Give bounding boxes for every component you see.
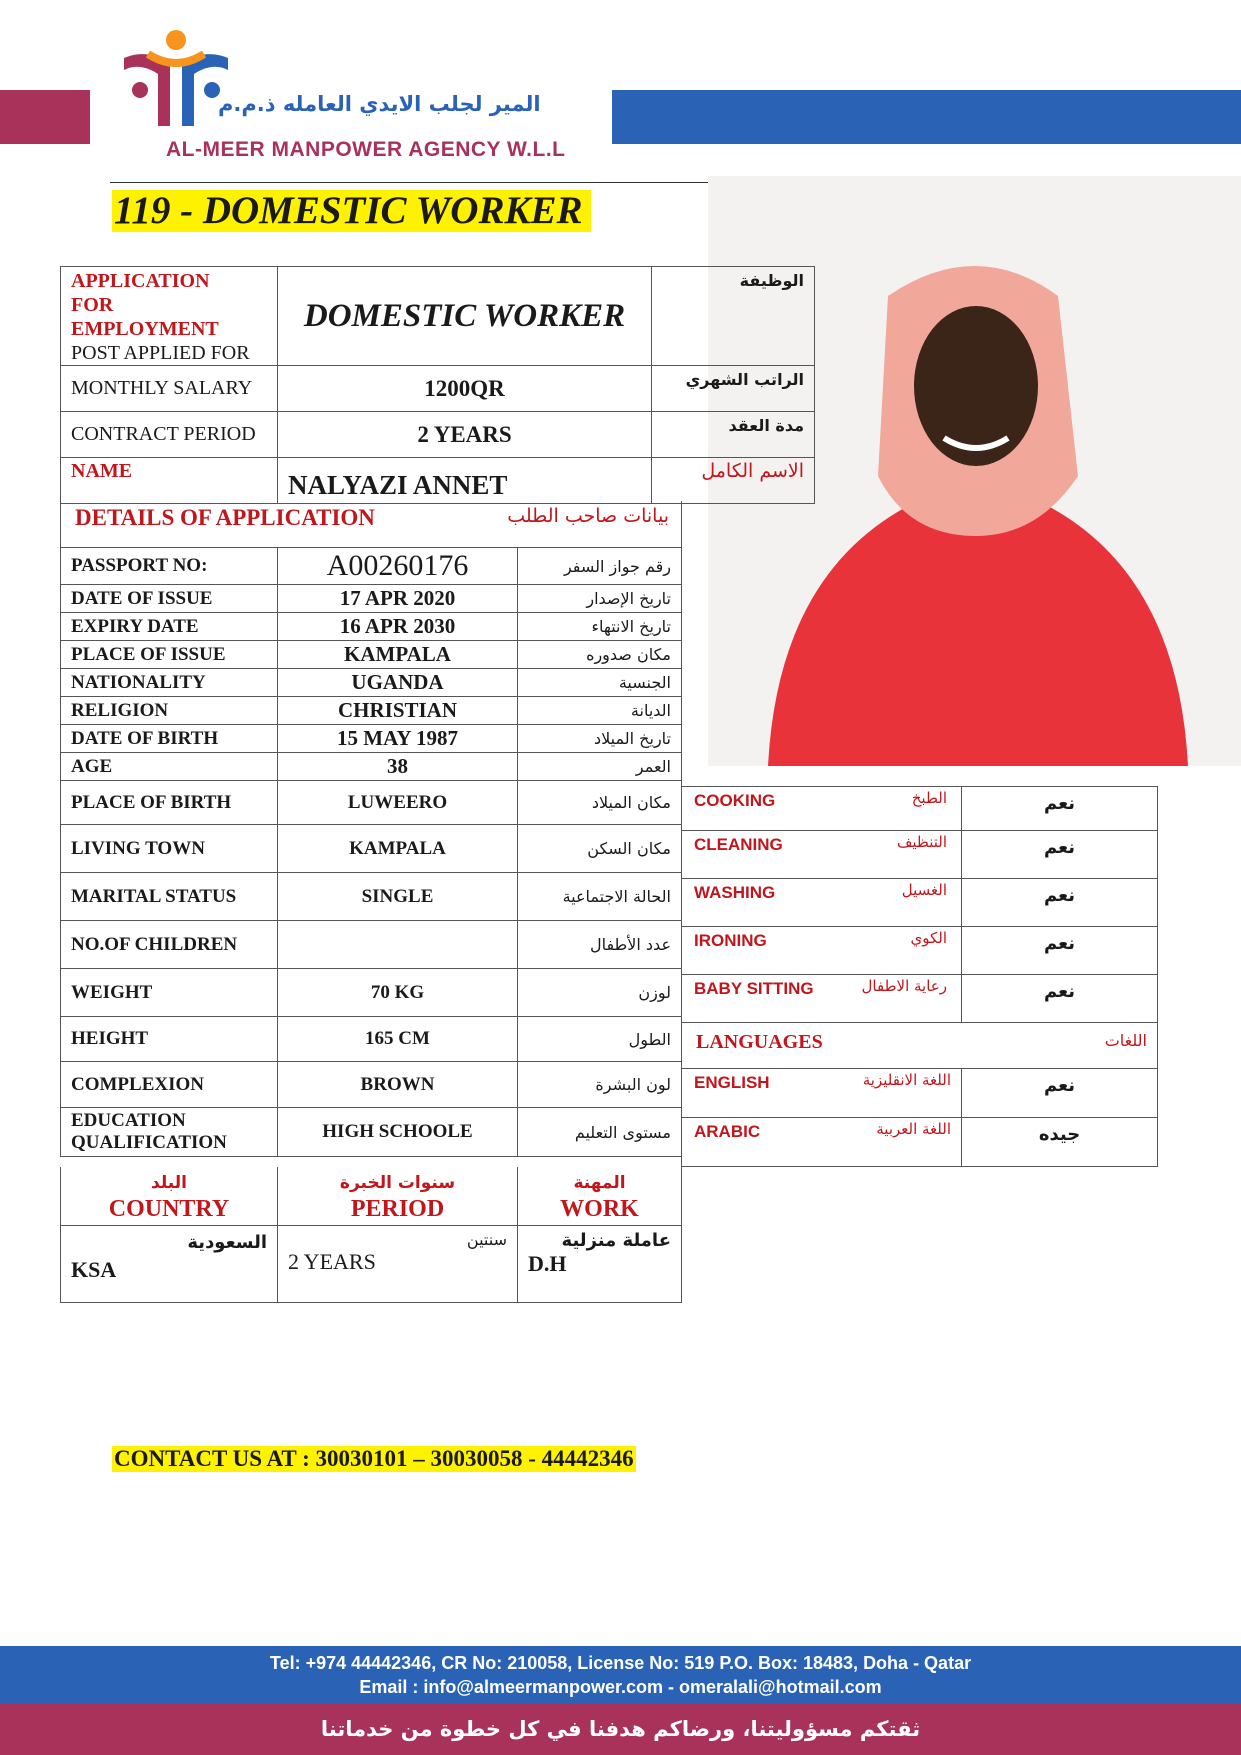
skill-value: نعم bbox=[962, 975, 1158, 1023]
details-label: DATE OF BIRTH bbox=[61, 725, 278, 753]
details-value: KAMPALA bbox=[278, 825, 518, 873]
skill-ar: رعاية الاطفال bbox=[861, 977, 947, 995]
details-ar: مكان الميلاد bbox=[518, 781, 682, 825]
details-label: AGE bbox=[61, 753, 278, 781]
post-value: DOMESTIC WORKER bbox=[278, 267, 652, 366]
exp-period-ar: سنوات الخبرة bbox=[339, 1172, 456, 1193]
agency-name-ar: المير لجلب الايدي العامله ذ.م.م bbox=[218, 92, 541, 116]
details-value: 17 APR 2020 bbox=[278, 585, 518, 613]
contract-label: CONTRACT PERIOD bbox=[61, 412, 278, 458]
details-label: HEIGHT bbox=[61, 1017, 278, 1062]
details-value: 165 CM bbox=[278, 1017, 518, 1062]
page-title: 119 - DOMESTIC WORKER bbox=[112, 190, 591, 232]
application-label-1: APPLICATION bbox=[71, 270, 210, 292]
details-row bbox=[61, 969, 682, 1017]
details-ar: العمر bbox=[518, 753, 682, 781]
skill-ar: الطبخ bbox=[911, 789, 947, 807]
exp-row-work-ar: عاملة منزلية bbox=[561, 1229, 671, 1251]
skill-name-cell bbox=[682, 831, 962, 879]
skill-ar: الكوي bbox=[910, 929, 947, 947]
agency-name-en: AL-MEER MANPOWER AGENCY W.L.L bbox=[166, 138, 566, 161]
languages-header-ar: اللغات bbox=[1104, 1031, 1147, 1050]
exp-row-country bbox=[61, 1225, 278, 1302]
title-rule bbox=[110, 182, 710, 183]
details-row bbox=[61, 873, 682, 921]
details-ar: تاريخ الانتهاء bbox=[518, 613, 682, 641]
language-ar: اللغة العربية bbox=[876, 1120, 951, 1138]
skill-value: نعم bbox=[962, 879, 1158, 927]
details-value: 15 MAY 1987 bbox=[278, 725, 518, 753]
exp-row-period-en: 2 YEARS bbox=[288, 1248, 376, 1274]
details-ar: رقم جواز السفر bbox=[518, 548, 682, 585]
exp-row-work bbox=[518, 1225, 682, 1302]
details-value: A00260176 bbox=[278, 548, 518, 585]
application-label-3: EMPLOYMENT bbox=[71, 318, 219, 340]
language-row bbox=[682, 1069, 1158, 1118]
salary-value: 1200QR bbox=[278, 366, 652, 412]
details-value: 38 bbox=[278, 753, 518, 781]
skill-name-cell bbox=[682, 879, 962, 927]
contact-line: CONTACT US AT : 30030101 – 30030058 - 44442346 bbox=[114, 1446, 634, 1471]
details-label: WEIGHT bbox=[61, 969, 278, 1017]
skill-en: WASHING bbox=[694, 883, 776, 902]
skill-row bbox=[682, 879, 1158, 927]
details-label: EXPIRY DATE bbox=[61, 613, 278, 641]
details-row bbox=[61, 641, 682, 669]
language-row bbox=[682, 1118, 1158, 1167]
name-label: NAME bbox=[61, 458, 278, 504]
post-label-cell bbox=[61, 267, 278, 366]
details-ar: لون البشرة bbox=[518, 1062, 682, 1108]
footer-line-1: Tel: +974 44442346, CR No: 210058, License No: 519 P.O. Box: 18483, Doha - Qatar bbox=[269, 1653, 972, 1673]
details-row bbox=[61, 697, 682, 725]
footer-contact bbox=[0, 1646, 1241, 1704]
details-ar: عدد الأطفال bbox=[518, 921, 682, 969]
language-name-cell bbox=[682, 1118, 962, 1167]
details-label: NO.OF CHILDREN bbox=[61, 921, 278, 969]
footer-line-2: Email : info@almeermanpower.com - omeralali@hotmail.com bbox=[359, 1677, 882, 1697]
application-label-2: FOR bbox=[71, 294, 114, 316]
skill-value: نعم bbox=[962, 927, 1158, 975]
exp-row-period bbox=[278, 1225, 518, 1302]
name-value: NALYAZI ANNET bbox=[278, 458, 652, 504]
details-label: COMPLEXION bbox=[61, 1062, 278, 1108]
exp-work-ar: المهنة bbox=[573, 1172, 626, 1193]
details-ar: مكان صدوره bbox=[518, 641, 682, 669]
details-ar: مستوى التعليم bbox=[518, 1108, 682, 1157]
language-name-cell bbox=[682, 1069, 962, 1118]
skill-en: CLEANING bbox=[694, 835, 783, 854]
contract-value: 2 YEARS bbox=[278, 412, 652, 458]
language-value: جيده bbox=[962, 1118, 1158, 1167]
exp-row-country-ar: السعودية bbox=[187, 1231, 267, 1253]
details-ar: لوزن bbox=[518, 969, 682, 1017]
details-header-en: DETAILS OF APPLICATION bbox=[75, 505, 375, 530]
details-row bbox=[61, 753, 682, 781]
skills-table bbox=[681, 786, 1158, 1167]
details-header-ar: بيانات صاحب الطلب bbox=[507, 505, 669, 527]
skill-row bbox=[682, 831, 1158, 879]
details-label: MARITAL STATUS bbox=[61, 873, 278, 921]
details-row bbox=[61, 1017, 682, 1062]
skill-row bbox=[682, 927, 1158, 975]
language-en: ENGLISH bbox=[694, 1073, 770, 1092]
skill-value: نعم bbox=[962, 831, 1158, 879]
skill-name-cell bbox=[682, 975, 962, 1023]
details-value bbox=[278, 921, 518, 969]
details-row bbox=[61, 725, 682, 753]
details-row bbox=[61, 921, 682, 969]
details-ar: الجنسية bbox=[518, 669, 682, 697]
exp-country-en: COUNTRY bbox=[108, 1195, 230, 1222]
details-value: KAMPALA bbox=[278, 641, 518, 669]
exp-work-head bbox=[518, 1167, 682, 1225]
salary-ar: الراتب الشهري bbox=[652, 366, 815, 412]
contract-ar: مدة العقد bbox=[652, 412, 815, 458]
details-label: PLACE OF BIRTH bbox=[61, 781, 278, 825]
languages-header bbox=[682, 1023, 1158, 1069]
exp-row-period-ar: سنتين bbox=[466, 1229, 507, 1249]
details-row bbox=[61, 585, 682, 613]
language-value: نعم bbox=[962, 1069, 1158, 1118]
exp-period-head bbox=[278, 1167, 518, 1225]
details-ar: مكان السكن bbox=[518, 825, 682, 873]
skill-row bbox=[682, 787, 1158, 831]
job-table bbox=[60, 266, 815, 504]
exp-country-head bbox=[61, 1167, 278, 1225]
details-label: DATE OF ISSUE bbox=[61, 585, 278, 613]
details-value: SINGLE bbox=[278, 873, 518, 921]
details-value: LUWEERO bbox=[278, 781, 518, 825]
details-label: LIVING TOWN bbox=[61, 825, 278, 873]
details-row bbox=[61, 613, 682, 641]
exp-period-en: PERIOD bbox=[350, 1195, 445, 1222]
language-en: ARABIC bbox=[694, 1122, 761, 1141]
language-ar: اللغة الانقليزية bbox=[862, 1071, 951, 1089]
exp-work-en: WORK bbox=[560, 1195, 639, 1222]
details-label: RELIGION bbox=[61, 697, 278, 725]
name-ar: الاسم الكامل bbox=[652, 458, 815, 504]
skill-name-cell bbox=[682, 787, 962, 831]
skill-ar: التنظيف bbox=[896, 833, 947, 851]
details-ar: الطول bbox=[518, 1017, 682, 1062]
details-ar: تاريخ الميلاد bbox=[518, 725, 682, 753]
skill-row bbox=[682, 975, 1158, 1023]
exp-row-work-en: D.H bbox=[528, 1250, 567, 1276]
details-row bbox=[61, 1108, 682, 1157]
skill-en: BABY SITTING bbox=[694, 979, 814, 998]
exp-country-ar: البلد bbox=[151, 1172, 187, 1193]
skill-ar: الغسيل bbox=[901, 881, 947, 899]
details-row bbox=[61, 669, 682, 697]
agency-logo-icon bbox=[118, 26, 238, 136]
experience-table bbox=[60, 1167, 682, 1303]
details-table bbox=[60, 547, 682, 1157]
details-value: 70 KG bbox=[278, 969, 518, 1017]
details-ar: الديانة bbox=[518, 697, 682, 725]
details-label: EDUCATION QUALIFICATION bbox=[61, 1108, 278, 1157]
details-label: PASSPORT NO: bbox=[61, 548, 278, 585]
details-row bbox=[61, 825, 682, 873]
details-row bbox=[61, 781, 682, 825]
details-ar: الحالة الاجتماعية bbox=[518, 873, 682, 921]
languages-header-en: LANGUAGES bbox=[696, 1031, 823, 1053]
footer-slogan: ثقتكم مسؤوليتنا، ورضاكم هدفنا في كل خطوة من خدماتنا bbox=[0, 1704, 1241, 1755]
details-value: BROWN bbox=[278, 1062, 518, 1108]
details-value: HIGH SCHOOLE bbox=[278, 1108, 518, 1157]
skill-name-cell bbox=[682, 927, 962, 975]
skill-en: COOKING bbox=[694, 791, 776, 810]
details-header bbox=[60, 501, 682, 547]
exp-row-country-en: KSA bbox=[71, 1256, 117, 1282]
details-value: UGANDA bbox=[278, 669, 518, 697]
details-label: NATIONALITY bbox=[61, 669, 278, 697]
details-label: PLACE OF ISSUE bbox=[61, 641, 278, 669]
details-row bbox=[61, 548, 682, 585]
details-value: CHRISTIAN bbox=[278, 697, 518, 725]
skill-en: IRONING bbox=[694, 931, 767, 950]
post-applied-label: POST APPLIED FOR bbox=[71, 342, 250, 364]
header-bar-left bbox=[0, 90, 90, 144]
details-value: 16 APR 2030 bbox=[278, 613, 518, 641]
header-bar-right bbox=[612, 90, 1241, 144]
details-ar: تاريخ الإصدار bbox=[518, 585, 682, 613]
details-row bbox=[61, 1062, 682, 1108]
post-ar: الوظيفة bbox=[652, 267, 815, 366]
salary-label: MONTHLY SALARY bbox=[61, 366, 278, 412]
skill-value: نعم bbox=[962, 787, 1158, 831]
